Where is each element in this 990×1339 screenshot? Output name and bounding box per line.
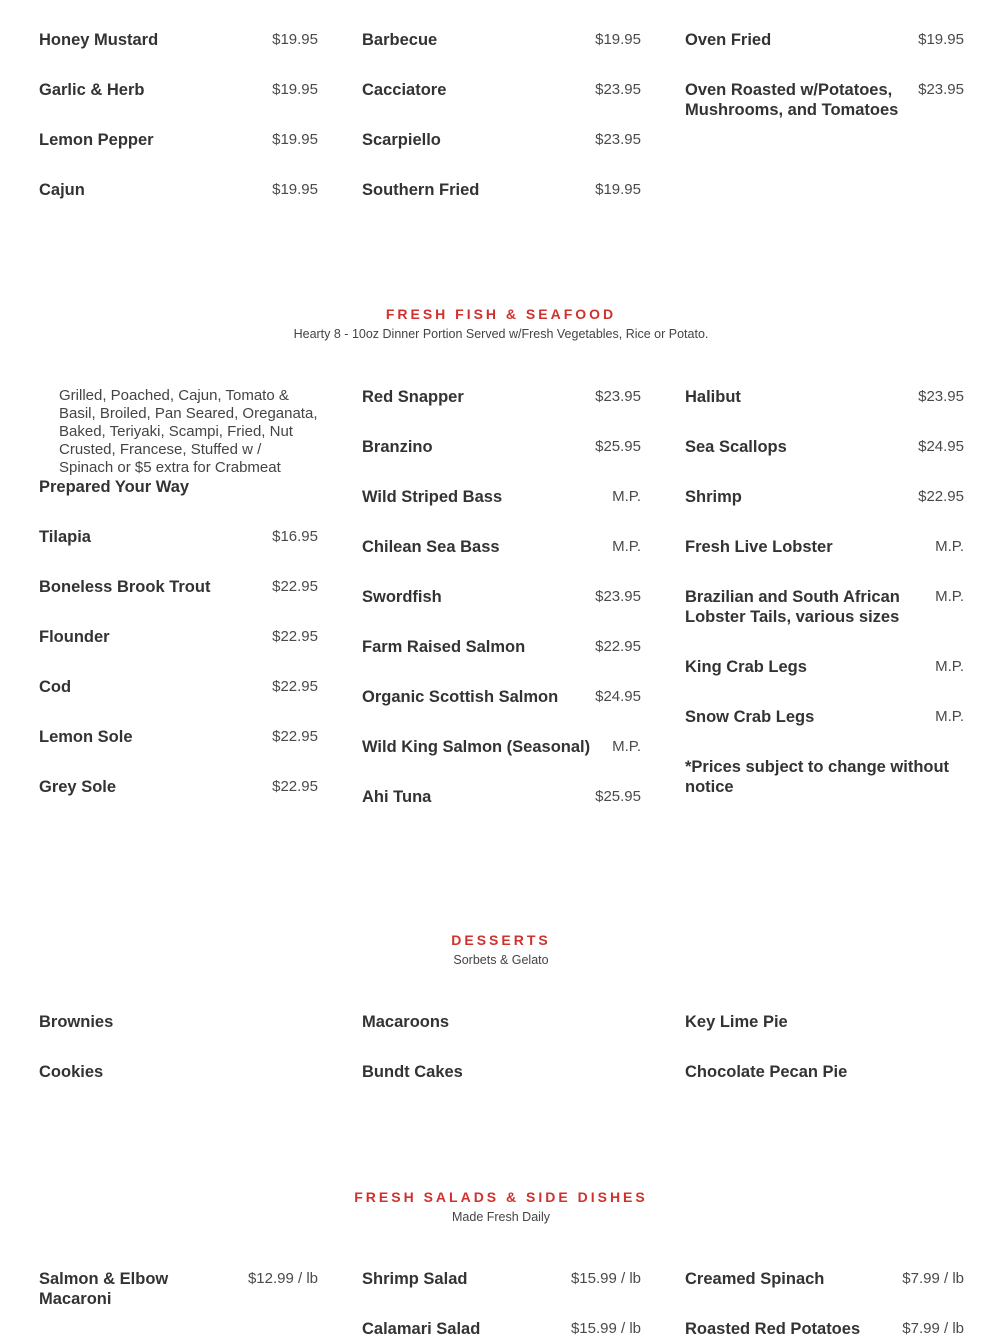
chicken-column-1	[39, 30, 318, 230]
menu-item	[362, 437, 641, 457]
item-price: $7.99 / lb	[902, 1270, 964, 1287]
item-name: Brownies	[39, 1013, 114, 1031]
menu-item	[362, 1319, 641, 1339]
item-price: $15.99 / lb	[570, 1270, 641, 1287]
item-price: M.P.	[935, 538, 964, 555]
item-name: Calamari Salad	[362, 1320, 481, 1338]
item-name: Wild King Salmon (Seasonal)	[362, 738, 591, 756]
item-price: $19.95	[918, 31, 964, 48]
item-name: Garlic & Herb	[39, 81, 145, 99]
menu-item	[685, 1012, 964, 1032]
item-price: $12.99 / lb	[247, 1270, 318, 1287]
section-subtitle: Hearty 8 - 10oz Dinner Portion Served w/Fresh Vegetables, Rice or Potato.	[293, 327, 709, 341]
item-name: King Crab Legs	[685, 658, 807, 676]
item-price: M.P.	[612, 538, 641, 555]
item-name: Shrimp	[685, 488, 742, 506]
menu-item	[39, 577, 318, 597]
item-price: $22.95	[272, 728, 318, 745]
chicken-column-2	[362, 30, 641, 230]
desserts-column-1	[39, 1012, 318, 1112]
desserts-section-header	[0, 931, 990, 968]
item-price: $25.95	[595, 788, 641, 805]
item-price: $7.99 / lb	[902, 1320, 964, 1337]
salads-column-3	[685, 1269, 964, 1339]
menu-item	[39, 30, 318, 50]
menu-item	[39, 527, 318, 547]
item-price: $24.95	[595, 688, 641, 705]
menu-item	[362, 180, 641, 200]
menu-item	[362, 537, 641, 557]
item-name: Cacciatore	[362, 81, 447, 99]
menu-item	[685, 1062, 964, 1082]
menu-item	[362, 687, 641, 707]
menu-item	[685, 387, 964, 407]
salads-menu-grid	[39, 1269, 964, 1339]
menu-item	[39, 627, 318, 647]
item-name: Farm Raised Salmon	[362, 638, 526, 656]
item-name: Roasted Red Potatoes	[685, 1320, 861, 1338]
salads-column-2	[362, 1269, 641, 1339]
menu-item	[685, 437, 964, 457]
desserts-column-3	[685, 1012, 964, 1112]
menu-item	[362, 1269, 641, 1289]
item-name: Lemon Sole	[39, 728, 133, 746]
item-price: $23.95	[595, 588, 641, 605]
section-subtitle: Sorbets & Gelato	[453, 953, 549, 967]
item-price: $22.95	[272, 678, 318, 695]
menu-item	[362, 587, 641, 607]
item-price: $19.95	[595, 31, 641, 48]
item-price: $19.95	[272, 31, 318, 48]
item-price: $15.99 / lb	[570, 1320, 641, 1337]
item-name: Organic Scottish Salmon	[362, 688, 559, 706]
desserts-column-2	[362, 1012, 641, 1112]
menu-item	[685, 707, 964, 727]
section-title: FRESH SALADS & SIDE DISHES	[354, 1189, 648, 1205]
chicken-menu-grid	[39, 30, 964, 230]
item-price: $23.95	[918, 81, 964, 98]
item-name: Cajun	[39, 181, 85, 199]
menu-item	[39, 1062, 318, 1082]
preparation-options: Grilled, Poached, Cajun, Tomato & Basil, Broiled, Pan Seared, Oreganata, Baked, Teriyaki, Scampi, Fried, Nut Crusted, Francese, Stuffed w / Spinach or $5 extra for Crabmeat	[59, 387, 318, 476]
menu-item	[39, 80, 318, 100]
seafood-menu-grid	[39, 387, 964, 837]
item-name: Red Snapper	[362, 388, 464, 406]
item-name: Branzino	[362, 438, 433, 456]
item-price: $25.95	[595, 438, 641, 455]
item-price: $22.95	[918, 488, 964, 505]
item-name: Oven Roasted w/Potatoes, Mushrooms, and Tomatoes	[685, 81, 899, 119]
item-price: $24.95	[918, 438, 964, 455]
item-price: M.P.	[612, 488, 641, 505]
item-price: $16.95	[272, 528, 318, 545]
salads-section-header	[0, 1188, 990, 1225]
item-name: Key Lime Pie	[685, 1013, 788, 1031]
item-price: $22.95	[272, 628, 318, 645]
item-name: Macaroons	[362, 1013, 450, 1031]
menu-item	[362, 30, 641, 50]
item-name: Grey Sole	[39, 778, 117, 796]
menu-item	[362, 130, 641, 150]
menu-item	[362, 387, 641, 407]
prepared-your-way-block	[39, 387, 318, 497]
menu-item	[39, 1012, 318, 1032]
salads-column-1	[39, 1269, 318, 1339]
menu-item	[362, 1062, 641, 1082]
price-disclaimer: *Prices subject to change without notice	[685, 758, 950, 796]
menu-item	[39, 727, 318, 747]
menu-item	[362, 1012, 641, 1032]
item-name: Chilean Sea Bass	[362, 538, 500, 556]
item-price: M.P.	[612, 738, 641, 755]
menu-item	[685, 1319, 964, 1339]
item-name: Ahi Tuna	[362, 788, 432, 806]
menu-item	[39, 1269, 318, 1309]
menu-item	[362, 737, 641, 757]
menu-item	[39, 677, 318, 697]
item-name: Snow Crab Legs	[685, 708, 815, 726]
item-price: $19.95	[272, 81, 318, 98]
item-price: $23.95	[595, 131, 641, 148]
item-name: Brazilian and South African Lobster Tails, various sizes	[685, 588, 900, 626]
menu-item	[39, 130, 318, 150]
item-price: $22.95	[595, 638, 641, 655]
menu-item	[685, 537, 964, 557]
item-name: Bundt Cakes	[362, 1063, 463, 1081]
item-name: Honey Mustard	[39, 31, 159, 49]
item-name: Barbecue	[362, 31, 438, 49]
item-name: Shrimp Salad	[362, 1270, 468, 1288]
menu-item	[362, 80, 641, 100]
item-price: $23.95	[595, 81, 641, 98]
item-name: Wild Striped Bass	[362, 488, 503, 506]
menu-item	[685, 657, 964, 677]
menu-item	[685, 587, 964, 627]
menu-item	[39, 777, 318, 797]
menu-item	[685, 30, 964, 50]
seafood-section-header	[0, 305, 990, 342]
item-price: $19.95	[272, 131, 318, 148]
item-name: Cookies	[39, 1063, 104, 1081]
section-subtitle: Made Fresh Daily	[452, 1210, 550, 1224]
item-name: Lemon Pepper	[39, 131, 154, 149]
item-name: Boneless Brook Trout	[39, 578, 211, 596]
seafood-column-1	[39, 387, 318, 837]
item-price: $22.95	[272, 778, 318, 795]
item-name: Scarpiello	[362, 131, 441, 149]
menu-item	[685, 487, 964, 507]
menu-item	[362, 637, 641, 657]
menu-item	[362, 487, 641, 507]
prepared-your-way-label: Prepared Your Way	[39, 478, 190, 496]
item-price: $22.95	[272, 578, 318, 595]
seafood-column-2	[362, 387, 641, 837]
item-price: $19.95	[595, 181, 641, 198]
item-name: Creamed Spinach	[685, 1270, 825, 1288]
item-name: Oven Fried	[685, 31, 772, 49]
menu-item	[362, 787, 641, 807]
item-name: Cod	[39, 678, 72, 696]
item-name: Fresh Live Lobster	[685, 538, 833, 556]
section-title: DESSERTS	[451, 932, 551, 948]
menu-item	[685, 1269, 964, 1289]
item-name: Sea Scallops	[685, 438, 787, 456]
item-name: Halibut	[685, 388, 741, 406]
item-price: M.P.	[935, 588, 964, 605]
item-name: Swordfish	[362, 588, 442, 606]
menu-item	[685, 80, 964, 120]
item-price: M.P.	[935, 708, 964, 725]
item-price: $23.95	[595, 388, 641, 405]
item-name: Chocolate Pecan Pie	[685, 1063, 848, 1081]
item-price: $23.95	[918, 388, 964, 405]
menu-item	[39, 180, 318, 200]
chicken-column-3	[685, 30, 964, 230]
item-name: Salmon & Elbow Macaroni	[39, 1270, 169, 1308]
seafood-column-3	[685, 387, 964, 837]
item-name: Tilapia	[39, 528, 91, 546]
item-name: Southern Fried	[362, 181, 480, 199]
item-price: $19.95	[272, 181, 318, 198]
desserts-menu-grid	[39, 1012, 964, 1112]
section-title: FRESH FISH & SEAFOOD	[385, 306, 617, 322]
item-name: Flounder	[39, 628, 110, 646]
item-price: M.P.	[935, 658, 964, 675]
